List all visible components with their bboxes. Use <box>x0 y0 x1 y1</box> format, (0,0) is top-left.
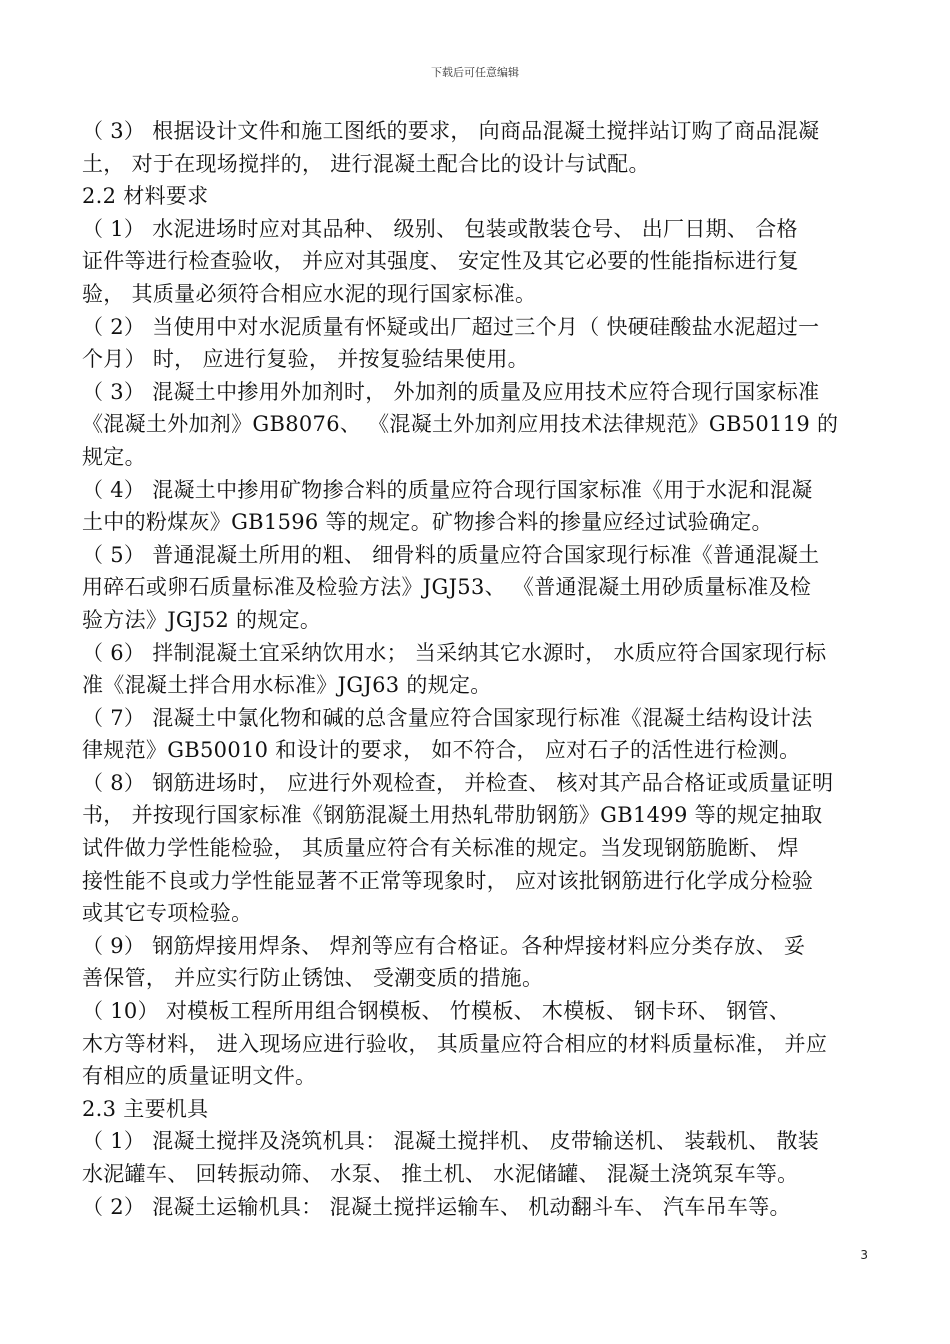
text-line: 或其它专项检验。 <box>82 901 253 926</box>
text-line: （ 4） 混凝土中掺用矿物掺合料的质量应符合现行国家标准《用于水泥和混凝 <box>82 477 813 502</box>
text-line: 土中的粉煤灰》GB1596 等的规定。矿物掺合料的掺量应经过试验确定。 <box>82 510 773 535</box>
text-line: （ 10） 对模板工程所用组合钢模板、 竹模板、 木模板、 钢卡环、 钢管、 <box>82 999 791 1024</box>
text-line: 接性能不良或力学性能显著不正常等现象时， 应对该批钢筋进行化学成分检验 <box>82 868 814 893</box>
text-line: （ 3） 根据设计文件和施工图纸的要求， 向商品混凝土搅拌站订购了商品混凝 <box>82 119 820 143</box>
text-line: （ 1） 混凝土搅拌及浇筑机具： 混凝土搅拌机、 皮带输送机、 装载机、 散装 <box>82 1129 820 1154</box>
text-line: 用碎石或卵石质量标准及检验方法》JGJ53、 《普通混凝土用砂质量标准及检 <box>82 575 812 600</box>
text-line: 2.2 材料要求 <box>82 184 209 209</box>
text-line: 律规范》GB50010 和设计的要求， 如不符合， 应对石子的活性进行检测。 <box>82 738 801 763</box>
text-line: （ 2） 混凝土运输机具： 混凝土搅拌运输车、 机动翻斗车、 汽车吊车等。 <box>82 1194 791 1219</box>
text-line: 水泥罐车、 回转振动筛、 水泵、 推土机、 水泥储罐、 混凝土浇筑泵车等。 <box>82 1162 799 1186</box>
text-line: （ 6） 拌制混凝土宜采纳饮用水； 当采纳其它水源时， 水质应符合国家现行标 <box>82 640 827 665</box>
text-line: 木方等材料， 进入现场应进行验收， 其质量应符合相应的材料质量标准， 并应 <box>82 1031 828 1056</box>
text-line: （ 1） 水泥进场时应对其品种、 级别、 包装或散装仓号、 出厂日期、 合格 <box>82 216 798 241</box>
text-line: 试件做力学性能检验， 其质量应符合有关标准的规定。当发现钢筋脆断、 焊 <box>82 836 799 861</box>
text-line: 个月） 时， 应进行复验， 并按复验结果使用。 <box>82 347 529 372</box>
document-body <box>82 115 872 1223</box>
text-line: （ 7） 混凝土中氯化物和碱的总含量应符合国家现行标准《混凝土结构设计法 <box>82 705 813 730</box>
text-line: 验， 其质量必须符合相应水泥的现行国家标准。 <box>82 281 537 306</box>
text-line: 2.3 主要机具 <box>82 1096 209 1121</box>
text-line: 有相应的质量证明文件。 <box>82 1064 317 1089</box>
text-line: 规定。 <box>82 444 146 469</box>
text-line: 证件等进行检查验收， 并应对其强度、 安定性及其它必要的性能指标进行复 <box>82 249 799 274</box>
text-line: 书， 并按现行国家标准《钢筋混凝土用热轧带肋钢筋》GB1499 等的规定抽取 <box>82 803 823 828</box>
text-line: （ 8） 钢筋进场时， 应进行外观检查， 并检查、 核对其产品合格证或质量证明 <box>82 770 834 795</box>
text-line: （ 5） 普通混凝土所用的粗、 细骨料的质量应符合国家现行标准《普通混凝土 <box>82 542 820 567</box>
text-line: 土， 对于在现场搅拌的， 进行混凝土配合比的设计与试配。 <box>82 151 650 176</box>
text-line: （ 3） 混凝土中掺用外加剂时， 外加剂的质量及应用技术应符合现行国家标准 <box>82 379 820 404</box>
text-line: 《混凝土外加剂》GB8076、 《混凝土外加剂应用技术法律规范》GB50119 的 <box>82 412 839 437</box>
page-header: 下载后可任意编辑 <box>431 66 519 79</box>
text-line: （ 9） 钢筋焊接用焊条、 焊剂等应有合格证。各种焊接材料应分类存放、 妥 <box>82 933 806 958</box>
page-number: 3 <box>860 1248 868 1262</box>
text-line: （ 2） 当使用中对水泥质量有怀疑或出厂超过三个月（ 快硬硅酸盐水泥超过一 <box>82 314 820 339</box>
text-line: 验方法》JGJ52 的规定。 <box>82 607 322 632</box>
text-line: 准《混凝土拌合用水标准》JGJ63 的规定。 <box>82 673 492 698</box>
text-line: 善保管， 并应实行防止锈蚀、 受潮变质的措施。 <box>82 966 544 991</box>
